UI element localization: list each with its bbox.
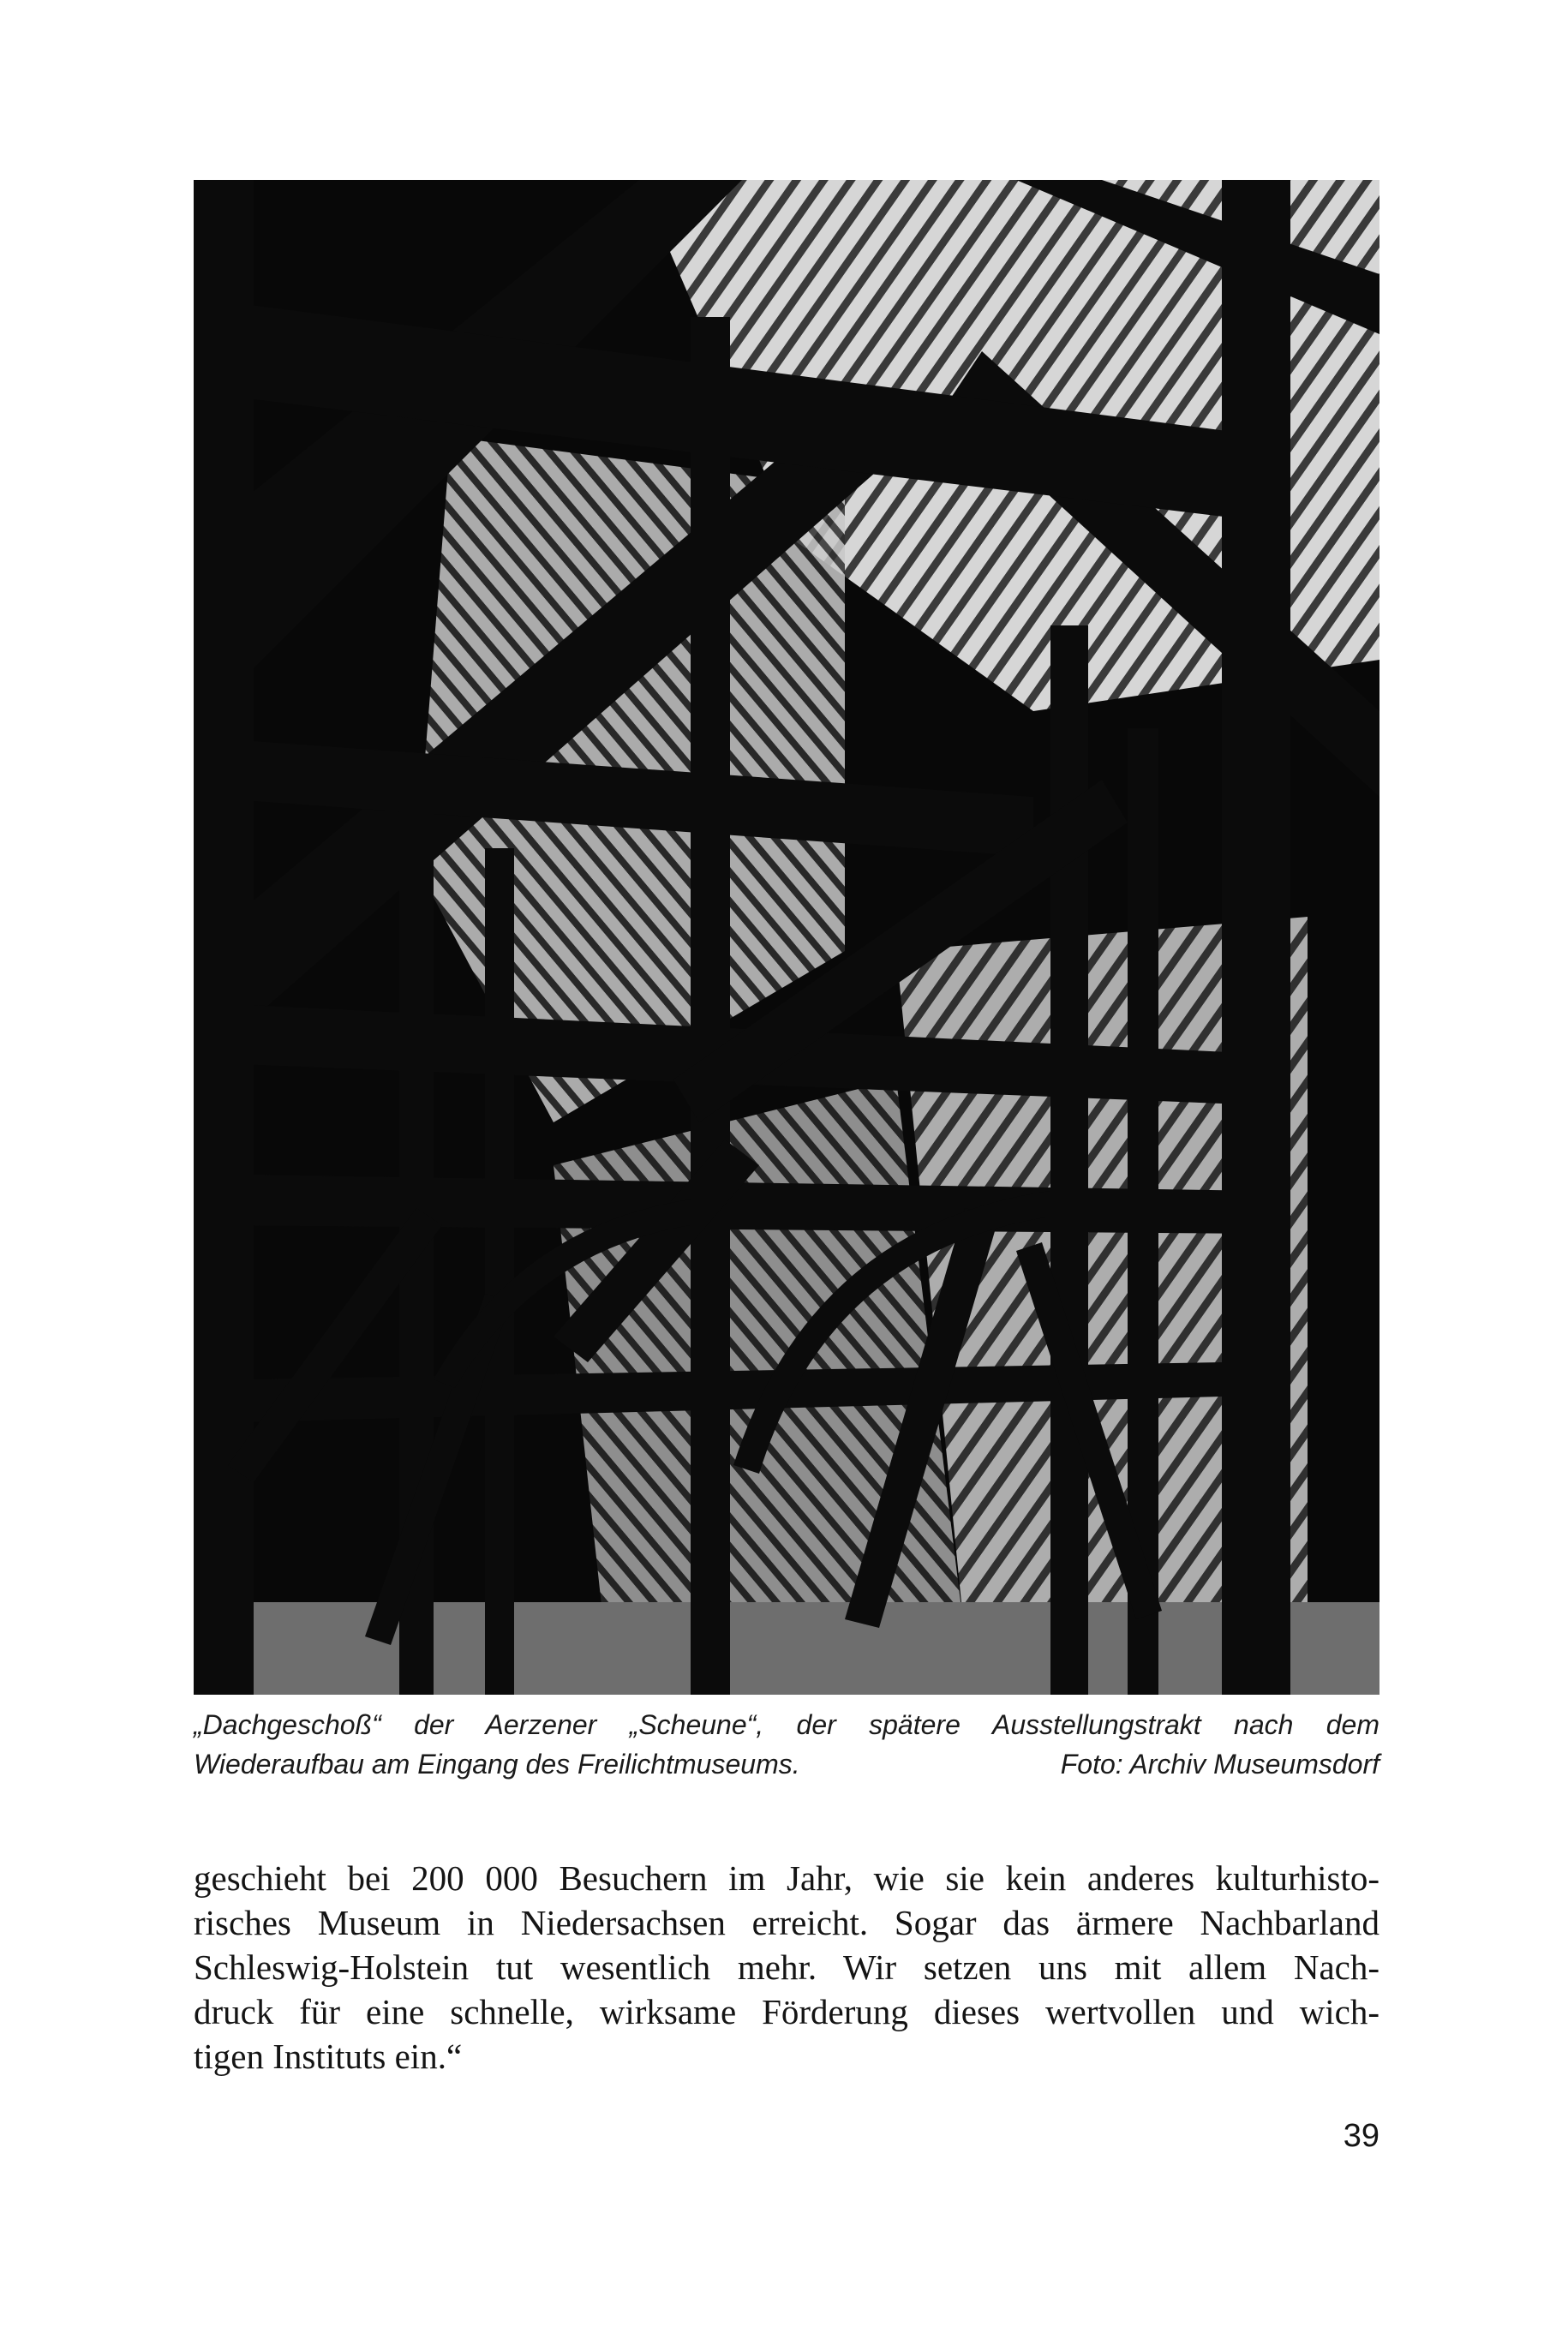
body-paragraph [194,1856,1379,2079]
caption-line-2 [194,1744,1379,1784]
caption-line-1: „Dachgeschoß“ der Aerzener „Scheune“, der spätere Ausstellungstrakt nach dem [194,1709,1379,1740]
photo-caption [194,1705,1379,1784]
page-number: 39 [1343,2118,1379,2154]
caption-line-2-text: Wiederaufbau am Eingang des Freilichtmuseums. [194,1749,800,1780]
body-line-3: Schleswig-Holstein tut wesentlich mehr. Wir setzen uns mit allem Nach- [194,1947,1379,1987]
body-line-2: risches Museum in Niedersachsen erreicht. Sogar das ärmere Nachbarland [194,1903,1379,1942]
body-line-1: geschieht bei 200 000 Besuchern im Jahr, wie sie kein anderes kulturhisto- [194,1858,1379,1898]
body-line-4: druck für eine schnelle, wirksame Förderung dieses wertvollen und wich- [194,1992,1379,2031]
photo-credit: Foto: Archiv Museumsdorf [1060,1749,1379,1780]
body-line-5: tigen Instituts ein.“ [194,2037,463,2076]
roof-truss-illustration [194,180,1379,1695]
roof-truss-photo [194,180,1379,1695]
